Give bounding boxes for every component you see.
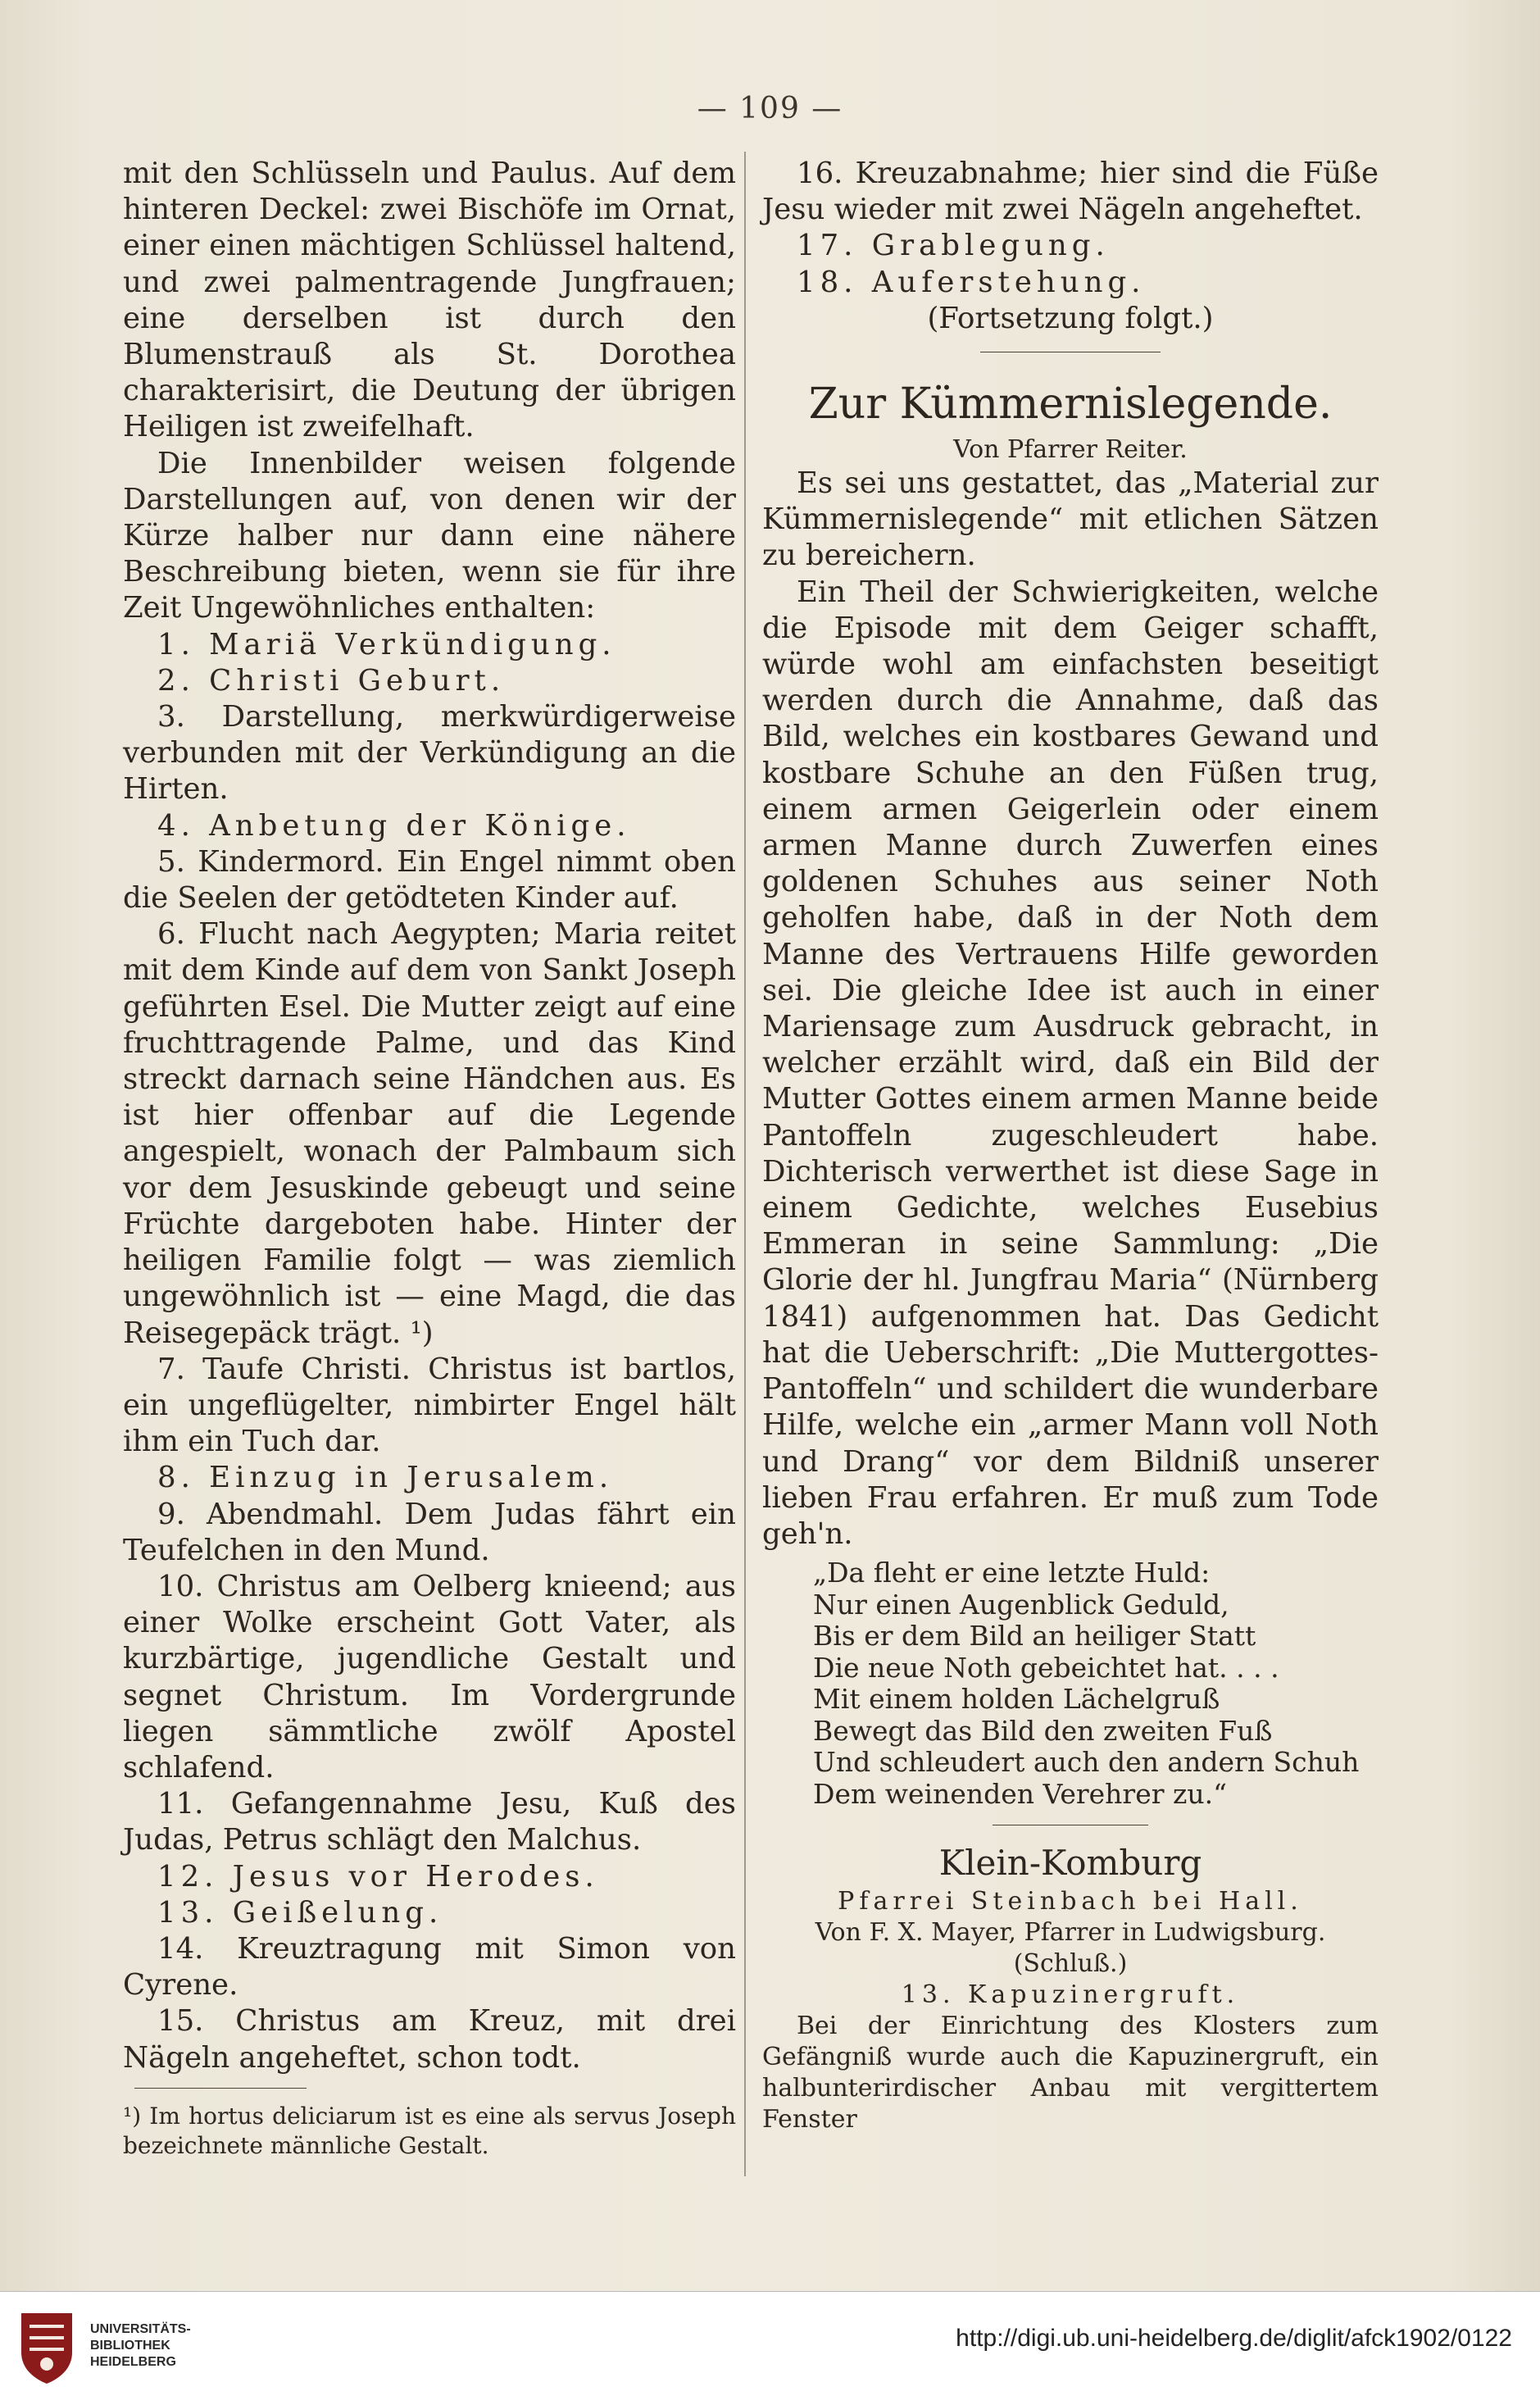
list-item: 4. Anbetung der Könige. xyxy=(157,808,631,843)
source-url-link[interactable]: http://digi.ub.uni-heidelberg.de/diglit/afck1902/0122 xyxy=(956,2325,1512,2352)
list-item: 8. Einzug in Jerusalem. xyxy=(157,1461,614,1495)
subsection-title: 13. Kapuzinergruft. xyxy=(901,1980,1240,2010)
list-item: 17. Grablegung. xyxy=(797,229,1110,263)
article-title: Zur Kümmernislegende. xyxy=(808,380,1333,430)
article-para: Es sei uns gestattet, das „Material zur Kümmernislegende“ mit etlichen Sätzen zu bereichern. xyxy=(762,466,1379,573)
list-item: 10. Christus am Oelberg knieend; aus einer Wolke erscheint Gott Vater, als kurzbärtige, jugendliche Gestalt und segnet Christum. Im Vordergrunde liegen sämmtliche zwölf Apostel schlafend. xyxy=(123,1569,736,1784)
section-subtitle: Pfarrei Steinbach bei Hall. xyxy=(838,1887,1303,1916)
heidelberg-university-logo xyxy=(16,2310,77,2385)
list-item: 6. Flucht nach Aegypten; Maria reitet mit dem Kinde auf dem von Sankt Joseph geführten Esel. Die Mutter zeigt auf eine fruchttragende Palme, und das Kind streckt darnach seine Händchen aus. Es ist hier offenbar auf die Legende angespielt, wonach der Palmbaum sich vor dem Jesuskinde gebeugt und seine Früchte dargeboten habe. Hinter der heiligen Familie folgt — was ziemlich ungewöhnlich ist — eine Magd, die das Reisegepäck trägt. ¹) xyxy=(123,917,736,1350)
library-name xyxy=(90,2321,191,2371)
subsection-text: Bei der Einrichtung des Klosters zum Gefängniß wurde auch die Kapuzinergruft, ein halbunterirdischer Anbau mit vergittertem Fenster xyxy=(762,2012,1379,2134)
poem-line: Bewegt das Bild den zweiten Fuß xyxy=(813,1714,1273,1747)
list-item: 1. Mariä Verkündigung. xyxy=(157,627,616,661)
library-line: HEIDELBERG xyxy=(90,2355,176,2369)
list-item: 18. Auferstehung. xyxy=(797,265,1146,299)
left-column xyxy=(123,156,736,2161)
poem-line: Bis er dem Bild an heiliger Statt xyxy=(813,1620,1256,1653)
left-para: mit den Schlüsseln und Paulus. Auf dem hinteren Deckel: zwei Bischöfe im Ornat, einer einen mächtigen Schlüssel haltend, und zwei palmentragende Jungfrauen; eine derselben ist durch den Blumenstrauß als St. Dorothea charakterisirt, die Deutung der übrigen Heiligen ist zweifelhaft. xyxy=(123,157,736,444)
poem xyxy=(813,1557,1379,1810)
section-title: Klein-Komburg xyxy=(938,1843,1202,1884)
section-end-note: (Schluß.) xyxy=(1013,1949,1128,1979)
continued-note: (Fortsetzung folgt.) xyxy=(927,301,1214,335)
footnote-rule xyxy=(134,2088,307,2089)
column-divider xyxy=(744,152,746,2176)
list-item: 5. Kindermord. Ein Engel nimmt oben die Seelen der getödteten Kinder auf. xyxy=(123,844,736,916)
list-item: 11. Gefangennahme Jesu, Kuß des Judas, Petrus schlägt den Malchus. xyxy=(123,1787,736,1857)
footnote: ¹) Im hortus deliciarum ist es eine als servus Joseph bezeichnete männliche Gestalt. xyxy=(123,2102,736,2159)
poem-line: Dem weinenden Verehrer zu.“ xyxy=(813,1777,1227,1810)
list-item: 16. Kreuzabnahme; hier sind die Füße Jesu wieder mit zwei Nägeln angeheftet. xyxy=(762,157,1379,227)
article-para: Ein Theil der Schwierigkeiten, welche die Episode mit dem Geiger schafft, würde wohl am einfachsten beseitigt werden durch die Annahme, daß das Bild, welches ein kostbares Gewand und kostbare Schuhe an den Füßen trug, einem armen Geigerlein oder einem armen Manne durch Zuwerfen eines goldenen Schuhes aus seiner Noth geholfen habe, daß in der Noth dem Manne des Vertrauens Hilfe geworden sei. Die gleiche Idee ist auch in einer Mariensage zum Ausdruck gebracht, in welcher erzählt wird, daß ein Bild der Mutter Gottes einem armen Manne beide Pantoffeln zugeschleudert habe. Dichterisch verwerthet ist diese Sage in einem Gedichte, welches Eusebius Emmeran in seine Sammlung: „Die Glorie der hl. Jungfrau Maria“ (Nürnberg 1841) aufgenommen hat. Das Gedicht hat die Ueberschrift: „Die Muttergottes-Pantoffeln“ und schildert die wunderbare Hilfe, welche ein „armer Mann voll Noth und Drang“ vor dem Bildniß unserer lieben Frau erfahren. Er muß zum Tode geh'n. xyxy=(762,575,1379,1551)
list-item: 9. Abendmahl. Dem Judas fährt ein Teufelchen in den Mund. xyxy=(123,1497,736,1567)
list-item: 13. Geißelung. xyxy=(157,1895,443,1930)
right-column xyxy=(762,156,1379,2135)
left-para: Die Innenbilder weisen folgende Darstellungen auf, von denen wir der Kürze halber nur dann eine nähere Beschreibung bieten, wenn sie für ihre Zeit Ungewöhnliches enthalten: xyxy=(123,446,736,625)
list-item: 15. Christus am Kreuz, mit drei Nägeln angeheftet, schon todt. xyxy=(123,2004,736,2075)
library-line: UNIVERSITÄTS- xyxy=(90,2322,191,2336)
poem-line: Und schleudert auch den andern Schuh xyxy=(813,1746,1360,1779)
list-item: 3. Darstellung, merkwürdigerweise verbunden mit der Verkündigung an die Hirten. xyxy=(123,700,736,807)
list-item: 7. Taufe Christi. Christus ist bartlos, ein ungeflügelter, nimbirter Engel hält ihm ein Tuch dar. xyxy=(123,1352,736,1459)
poem-line: Nur einen Augenblick Geduld, xyxy=(813,1588,1229,1621)
list-item: 12. Jesus vor Herodes. xyxy=(157,1859,599,1894)
article-author: Von Pfarrer Reiter. xyxy=(953,435,1188,465)
poem-line: Mit einem holden Lächelgruß xyxy=(813,1683,1220,1716)
list-item: 14. Kreuztragung mit Simon von Cyrene. xyxy=(123,1931,736,2003)
viewer-footer xyxy=(0,2291,1540,2405)
poem-line: „Da fleht er eine letzte Huld: xyxy=(813,1557,1211,1589)
section-author: Von F. X. Mayer, Pfarrer in Ludwigsburg. xyxy=(815,1918,1326,1948)
page-number: — 109 — xyxy=(697,92,843,125)
library-line: BIBLIOTHEK xyxy=(90,2339,170,2353)
poem-line: Die neue Noth gebeichtet hat. . . . xyxy=(813,1651,1279,1684)
list-item: 2. Christi Geburt. xyxy=(157,663,506,698)
